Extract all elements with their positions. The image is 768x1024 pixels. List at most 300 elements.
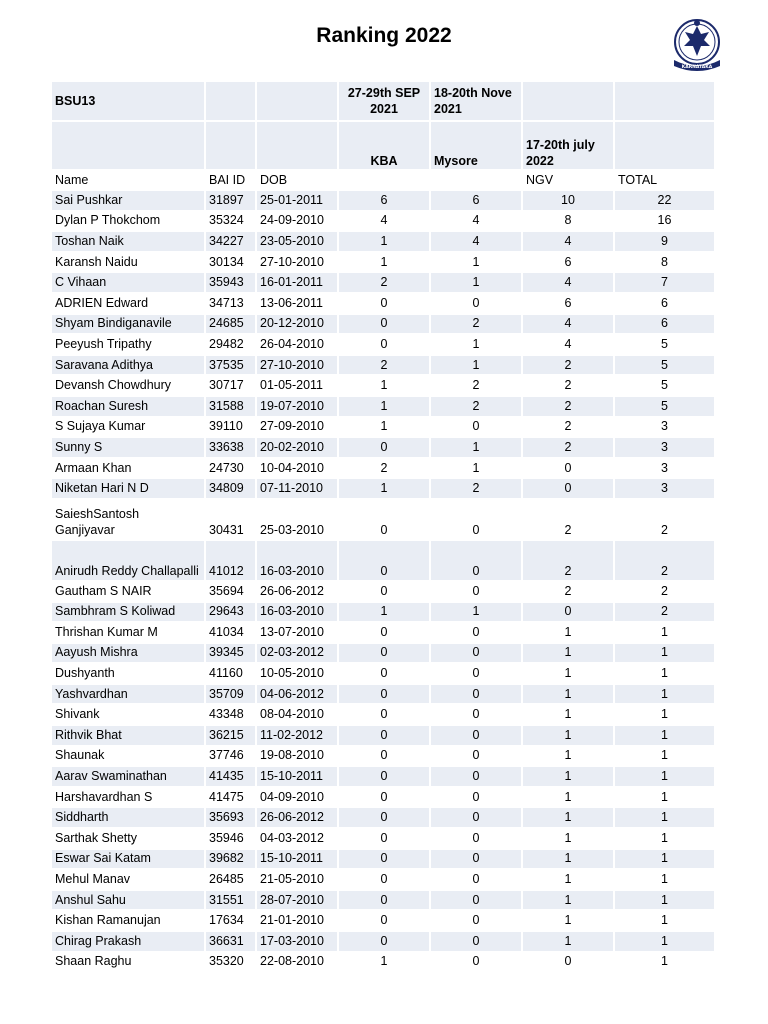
player-bai-id: 33638 bbox=[206, 438, 257, 459]
table-row bbox=[52, 747, 716, 768]
total-points: 1 bbox=[615, 911, 716, 932]
kba-points: 0 bbox=[339, 726, 431, 747]
kba-points: 0 bbox=[339, 788, 431, 809]
total-points: 3 bbox=[615, 479, 716, 500]
ranking-table bbox=[52, 82, 716, 973]
player-bai-id: 24730 bbox=[206, 459, 257, 480]
total-points: 1 bbox=[615, 932, 716, 953]
player-name: Peeyush Tripathy bbox=[52, 335, 206, 356]
player-dob: 27-10-2010 bbox=[257, 356, 339, 377]
player-name: Toshan Naik bbox=[52, 232, 206, 253]
ngv-points: 1 bbox=[523, 850, 615, 871]
player-bai-id: 41034 bbox=[206, 623, 257, 644]
total-points: 1 bbox=[615, 664, 716, 685]
kba-points: 0 bbox=[339, 500, 431, 541]
player-name: Anshul Sahu bbox=[52, 891, 206, 912]
table-row bbox=[52, 479, 716, 500]
player-dob: 22-08-2010 bbox=[257, 953, 339, 974]
player-name: Kishan Ramanujan bbox=[52, 911, 206, 932]
table-row bbox=[52, 644, 716, 665]
table-row bbox=[52, 808, 716, 829]
mysore-points: 2 bbox=[431, 397, 523, 418]
player-dob: 04-09-2010 bbox=[257, 788, 339, 809]
mysore-points: 0 bbox=[431, 726, 523, 747]
player-dob: 16-01-2011 bbox=[257, 273, 339, 294]
player-dob: 15-10-2011 bbox=[257, 850, 339, 871]
player-dob: 04-03-2012 bbox=[257, 829, 339, 850]
total-points: 1 bbox=[615, 747, 716, 768]
ngv-points: 6 bbox=[523, 253, 615, 274]
player-name: Saravana Adithya bbox=[52, 356, 206, 377]
kba-points: 1 bbox=[339, 603, 431, 624]
player-bai-id: 35693 bbox=[206, 808, 257, 829]
mysore-points: 0 bbox=[431, 829, 523, 850]
total-points: 7 bbox=[615, 273, 716, 294]
table-row bbox=[52, 212, 716, 233]
player-name: Aarav Swaminathan bbox=[52, 767, 206, 788]
player-name: Harshavardhan S bbox=[52, 788, 206, 809]
player-bai-id: 41012 bbox=[206, 541, 257, 582]
player-bai-id: 41435 bbox=[206, 767, 257, 788]
player-rows bbox=[52, 191, 716, 973]
mysore-points: 2 bbox=[431, 376, 523, 397]
player-dob: 26-04-2010 bbox=[257, 335, 339, 356]
player-name: Yashvardhan bbox=[52, 685, 206, 706]
player-name: Sarthak Shetty bbox=[52, 829, 206, 850]
table-row bbox=[52, 418, 716, 439]
table-row bbox=[52, 253, 716, 274]
mysore-points: 1 bbox=[431, 273, 523, 294]
ngv-points: 0 bbox=[523, 953, 615, 974]
ngv-points: 4 bbox=[523, 315, 615, 336]
player-dob: 08-04-2010 bbox=[257, 705, 339, 726]
mysore-points: 0 bbox=[431, 500, 523, 541]
mysore-points: 0 bbox=[431, 953, 523, 974]
player-name: Eswar Sai Katam bbox=[52, 850, 206, 871]
kba-points: 0 bbox=[339, 541, 431, 582]
player-dob: 11-02-2012 bbox=[257, 726, 339, 747]
player-dob: 19-08-2010 bbox=[257, 747, 339, 768]
mysore-label: Mysore bbox=[431, 122, 523, 171]
table-row bbox=[52, 582, 716, 603]
mysore-points: 0 bbox=[431, 294, 523, 315]
mysore-points: 0 bbox=[431, 788, 523, 809]
ngv-header: NGV bbox=[523, 171, 615, 191]
player-bai-id: 36215 bbox=[206, 726, 257, 747]
player-bai-id: 35320 bbox=[206, 953, 257, 974]
ngv-points: 1 bbox=[523, 808, 615, 829]
mysore-points: 0 bbox=[431, 582, 523, 603]
player-bai-id: 29482 bbox=[206, 335, 257, 356]
dob-header: DOB bbox=[257, 171, 339, 191]
player-name: C Vihaan bbox=[52, 273, 206, 294]
player-dob: 02-03-2012 bbox=[257, 644, 339, 665]
ngv-points: 1 bbox=[523, 644, 615, 665]
ngv-points: 2 bbox=[523, 500, 615, 541]
kba-label: KBA bbox=[339, 122, 431, 171]
player-dob: 25-01-2011 bbox=[257, 191, 339, 212]
mysore-points: 1 bbox=[431, 335, 523, 356]
mysore-points: 2 bbox=[431, 315, 523, 336]
total-points: 2 bbox=[615, 541, 716, 582]
ngv-points: 0 bbox=[523, 603, 615, 624]
kba-points: 2 bbox=[339, 459, 431, 480]
player-bai-id: 36631 bbox=[206, 932, 257, 953]
total-points: 6 bbox=[615, 315, 716, 336]
ngv-points: 10 bbox=[523, 191, 615, 212]
ngv-points: 1 bbox=[523, 932, 615, 953]
player-dob: 26-06-2012 bbox=[257, 808, 339, 829]
kba-points: 0 bbox=[339, 623, 431, 644]
player-bai-id: 39345 bbox=[206, 644, 257, 665]
kba-points: 2 bbox=[339, 273, 431, 294]
player-bai-id: 35943 bbox=[206, 273, 257, 294]
mysore-points: 1 bbox=[431, 253, 523, 274]
player-bai-id: 34809 bbox=[206, 479, 257, 500]
total-points: 3 bbox=[615, 459, 716, 480]
table-row bbox=[52, 500, 716, 541]
association-logo bbox=[668, 14, 726, 76]
mysore-points: 0 bbox=[431, 808, 523, 829]
player-bai-id: 39682 bbox=[206, 850, 257, 871]
player-bai-id: 31897 bbox=[206, 191, 257, 212]
player-bai-id: 30717 bbox=[206, 376, 257, 397]
kba-points: 0 bbox=[339, 850, 431, 871]
table-row bbox=[52, 850, 716, 871]
player-dob: 15-10-2011 bbox=[257, 767, 339, 788]
total-points: 1 bbox=[615, 870, 716, 891]
ngv-points: 8 bbox=[523, 212, 615, 233]
ngv-points: 1 bbox=[523, 685, 615, 706]
mysore-points: 0 bbox=[431, 623, 523, 644]
player-dob: 01-05-2011 bbox=[257, 376, 339, 397]
total-points: 1 bbox=[615, 829, 716, 850]
player-name: Chirag Prakash bbox=[52, 932, 206, 953]
page-title: Ranking 2022 bbox=[316, 24, 452, 47]
table-row bbox=[52, 767, 716, 788]
total-points: 1 bbox=[615, 891, 716, 912]
player-bai-id: 35324 bbox=[206, 212, 257, 233]
kba-points: 1 bbox=[339, 232, 431, 253]
table-row bbox=[52, 705, 716, 726]
total-points: 1 bbox=[615, 623, 716, 644]
total-points: 1 bbox=[615, 705, 716, 726]
total-points: 1 bbox=[615, 726, 716, 747]
table-row bbox=[52, 603, 716, 624]
player-dob: 20-02-2010 bbox=[257, 438, 339, 459]
column-header-row bbox=[52, 171, 716, 191]
bai-id-header: BAI ID bbox=[206, 171, 257, 191]
total-points: 1 bbox=[615, 788, 716, 809]
mysore-points: 0 bbox=[431, 644, 523, 665]
total-points: 1 bbox=[615, 685, 716, 706]
table-row bbox=[52, 191, 716, 212]
mysore-points: 0 bbox=[431, 747, 523, 768]
player-name: Sambhram S Koliwad bbox=[52, 603, 206, 624]
total-points: 1 bbox=[615, 644, 716, 665]
player-dob: 24-09-2010 bbox=[257, 212, 339, 233]
player-dob: 28-07-2010 bbox=[257, 891, 339, 912]
player-name: Dylan P Thokchom bbox=[52, 212, 206, 233]
total-points: 2 bbox=[615, 582, 716, 603]
player-name: Dushyanth bbox=[52, 664, 206, 685]
mysore-points: 0 bbox=[431, 541, 523, 582]
player-bai-id: 30134 bbox=[206, 253, 257, 274]
player-bai-id: 34227 bbox=[206, 232, 257, 253]
total-points: 16 bbox=[615, 212, 716, 233]
player-name: Thrishan Kumar M bbox=[52, 623, 206, 644]
ngv-points: 1 bbox=[523, 788, 615, 809]
player-name: S Sujaya Kumar bbox=[52, 418, 206, 439]
kba-points: 0 bbox=[339, 911, 431, 932]
ngv-points: 4 bbox=[523, 335, 615, 356]
mysore-points: 2 bbox=[431, 479, 523, 500]
table-row bbox=[52, 932, 716, 953]
player-name: Shivank bbox=[52, 705, 206, 726]
table-row bbox=[52, 685, 716, 706]
table-row bbox=[52, 623, 716, 644]
ngv-points: 2 bbox=[523, 356, 615, 377]
player-dob: 16-03-2010 bbox=[257, 603, 339, 624]
table-row bbox=[52, 315, 716, 336]
player-name: Siddharth bbox=[52, 808, 206, 829]
total-points: 8 bbox=[615, 253, 716, 274]
total-points: 5 bbox=[615, 335, 716, 356]
total-points: 2 bbox=[615, 500, 716, 541]
kba-points: 0 bbox=[339, 891, 431, 912]
player-dob: 27-10-2010 bbox=[257, 253, 339, 274]
player-bai-id: 31551 bbox=[206, 891, 257, 912]
player-dob: 27-09-2010 bbox=[257, 418, 339, 439]
ngv-points: 1 bbox=[523, 870, 615, 891]
header-row-events bbox=[52, 122, 716, 171]
ngv-points: 2 bbox=[523, 582, 615, 603]
kba-points: 1 bbox=[339, 376, 431, 397]
player-dob: 26-06-2012 bbox=[257, 582, 339, 603]
table-row bbox=[52, 294, 716, 315]
kba-points: 0 bbox=[339, 644, 431, 665]
ngv-points: 2 bbox=[523, 438, 615, 459]
mysore-points: 1 bbox=[431, 356, 523, 377]
mysore-points: 6 bbox=[431, 191, 523, 212]
player-dob: 04-06-2012 bbox=[257, 685, 339, 706]
player-bai-id: 29643 bbox=[206, 603, 257, 624]
player-bai-id: 39110 bbox=[206, 418, 257, 439]
kba-points: 1 bbox=[339, 953, 431, 974]
ngv-points: 0 bbox=[523, 459, 615, 480]
player-bai-id: 35694 bbox=[206, 582, 257, 603]
mysore-points: 4 bbox=[431, 232, 523, 253]
kba-points: 0 bbox=[339, 664, 431, 685]
logo-text: KARNATAKA bbox=[681, 65, 713, 70]
player-name: ADRIEN Edward bbox=[52, 294, 206, 315]
ngv-points: 2 bbox=[523, 418, 615, 439]
player-dob: 25-03-2010 bbox=[257, 500, 339, 541]
kba-points: 4 bbox=[339, 212, 431, 233]
table-row bbox=[52, 788, 716, 809]
player-dob: 07-11-2010 bbox=[257, 479, 339, 500]
player-bai-id: 35946 bbox=[206, 829, 257, 850]
player-name: Rithvik Bhat bbox=[52, 726, 206, 747]
player-name: Sunny S bbox=[52, 438, 206, 459]
kba-points: 0 bbox=[339, 582, 431, 603]
player-name: Shyam Bindiganavile bbox=[52, 315, 206, 336]
player-dob: 21-01-2010 bbox=[257, 911, 339, 932]
kba-points: 0 bbox=[339, 829, 431, 850]
player-name: Armaan Khan bbox=[52, 459, 206, 480]
ngv-points: 1 bbox=[523, 664, 615, 685]
kba-points: 0 bbox=[339, 335, 431, 356]
player-dob: 13-06-2011 bbox=[257, 294, 339, 315]
kba-points: 1 bbox=[339, 397, 431, 418]
ngv-points: 1 bbox=[523, 747, 615, 768]
mysore-points: 0 bbox=[431, 870, 523, 891]
ngv-points: 2 bbox=[523, 397, 615, 418]
player-dob: 10-04-2010 bbox=[257, 459, 339, 480]
player-bai-id: 26485 bbox=[206, 870, 257, 891]
player-bai-id: 37535 bbox=[206, 356, 257, 377]
kba-points: 0 bbox=[339, 932, 431, 953]
mysore-points: 1 bbox=[431, 438, 523, 459]
ngv-points: 1 bbox=[523, 767, 615, 788]
player-name: Roachan Suresh bbox=[52, 397, 206, 418]
kba-points: 0 bbox=[339, 808, 431, 829]
player-name: Aayush Mishra bbox=[52, 644, 206, 665]
total-points: 22 bbox=[615, 191, 716, 212]
player-name: Karansh Naidu bbox=[52, 253, 206, 274]
player-bai-id: 41160 bbox=[206, 664, 257, 685]
mysore-points: 0 bbox=[431, 705, 523, 726]
table-row bbox=[52, 541, 716, 582]
kba-points: 2 bbox=[339, 356, 431, 377]
player-name: SaieshSantosh Ganjiyavar bbox=[52, 500, 206, 541]
mysore-points: 0 bbox=[431, 891, 523, 912]
mysore-points: 4 bbox=[431, 212, 523, 233]
mysore-dates: 18-20th Nove 2021 bbox=[431, 82, 523, 122]
table-row bbox=[52, 376, 716, 397]
ngv-points: 1 bbox=[523, 829, 615, 850]
total-points: 1 bbox=[615, 850, 716, 871]
ngv-points: 1 bbox=[523, 705, 615, 726]
table-row bbox=[52, 273, 716, 294]
table-row bbox=[52, 829, 716, 850]
player-name: Mehul Manav bbox=[52, 870, 206, 891]
name-header: Name bbox=[52, 171, 206, 191]
mysore-points: 0 bbox=[431, 664, 523, 685]
table-row bbox=[52, 459, 716, 480]
player-name: Shaunak bbox=[52, 747, 206, 768]
player-bai-id: 35709 bbox=[206, 685, 257, 706]
table-row bbox=[52, 870, 716, 891]
player-bai-id: 30431 bbox=[206, 500, 257, 541]
ngv-points: 4 bbox=[523, 232, 615, 253]
total-points: 2 bbox=[615, 603, 716, 624]
ngv-points: 0 bbox=[523, 479, 615, 500]
kba-points: 1 bbox=[339, 253, 431, 274]
table-row bbox=[52, 356, 716, 377]
player-dob: 20-12-2010 bbox=[257, 315, 339, 336]
player-name: Gautham S NAIR bbox=[52, 582, 206, 603]
player-dob: 16-03-2010 bbox=[257, 541, 339, 582]
kba-points: 0 bbox=[339, 685, 431, 706]
ngv-points: 2 bbox=[523, 541, 615, 582]
kba-points: 0 bbox=[339, 747, 431, 768]
player-name: Anirudh Reddy Challapalli bbox=[52, 541, 206, 582]
total-points: 6 bbox=[615, 294, 716, 315]
kba-points: 1 bbox=[339, 418, 431, 439]
ngv-dates: 17-20th july 2022 bbox=[523, 122, 615, 171]
total-points: 3 bbox=[615, 438, 716, 459]
player-name: Devansh Chowdhury bbox=[52, 376, 206, 397]
mysore-points: 0 bbox=[431, 685, 523, 706]
ngv-points: 1 bbox=[523, 623, 615, 644]
player-dob: 17-03-2010 bbox=[257, 932, 339, 953]
kba-points: 0 bbox=[339, 438, 431, 459]
player-dob: 13-07-2010 bbox=[257, 623, 339, 644]
player-name: Shaan Raghu bbox=[52, 953, 206, 974]
mysore-points: 0 bbox=[431, 418, 523, 439]
total-points: 5 bbox=[615, 356, 716, 377]
player-bai-id: 31588 bbox=[206, 397, 257, 418]
total-points: 9 bbox=[615, 232, 716, 253]
player-bai-id: 24685 bbox=[206, 315, 257, 336]
ngv-points: 6 bbox=[523, 294, 615, 315]
total-points: 1 bbox=[615, 808, 716, 829]
kba-dates: 27-29th SEP 2021 bbox=[339, 82, 431, 122]
mysore-points: 1 bbox=[431, 459, 523, 480]
table-row bbox=[52, 953, 716, 974]
header-row-dates bbox=[52, 82, 716, 122]
player-dob: 21-05-2010 bbox=[257, 870, 339, 891]
player-bai-id: 34713 bbox=[206, 294, 257, 315]
total-points: 5 bbox=[615, 376, 716, 397]
kba-points: 0 bbox=[339, 705, 431, 726]
player-name: Sai Pushkar bbox=[52, 191, 206, 212]
kba-points: 1 bbox=[339, 479, 431, 500]
kba-points: 0 bbox=[339, 767, 431, 788]
table-row bbox=[52, 664, 716, 685]
ngv-points: 1 bbox=[523, 911, 615, 932]
kba-points: 0 bbox=[339, 315, 431, 336]
table-row bbox=[52, 911, 716, 932]
total-points: 5 bbox=[615, 397, 716, 418]
player-bai-id: 17634 bbox=[206, 911, 257, 932]
player-dob: 23-05-2010 bbox=[257, 232, 339, 253]
table-row bbox=[52, 438, 716, 459]
mysore-points: 0 bbox=[431, 911, 523, 932]
ngv-points: 1 bbox=[523, 891, 615, 912]
player-name: Niketan Hari N D bbox=[52, 479, 206, 500]
player-bai-id: 43348 bbox=[206, 705, 257, 726]
category-label: BSU13 bbox=[52, 82, 206, 122]
total-points: 1 bbox=[615, 953, 716, 974]
ngv-points: 2 bbox=[523, 376, 615, 397]
ngv-points: 1 bbox=[523, 726, 615, 747]
player-dob: 10-05-2010 bbox=[257, 664, 339, 685]
table-row bbox=[52, 335, 716, 356]
mysore-points: 0 bbox=[431, 767, 523, 788]
player-bai-id: 41475 bbox=[206, 788, 257, 809]
total-header: TOTAL bbox=[615, 171, 716, 191]
ngv-points: 4 bbox=[523, 273, 615, 294]
mysore-points: 1 bbox=[431, 603, 523, 624]
table-row bbox=[52, 891, 716, 912]
table-row bbox=[52, 397, 716, 418]
total-points: 1 bbox=[615, 767, 716, 788]
table-row bbox=[52, 232, 716, 253]
kba-points: 0 bbox=[339, 870, 431, 891]
player-dob: 19-07-2010 bbox=[257, 397, 339, 418]
